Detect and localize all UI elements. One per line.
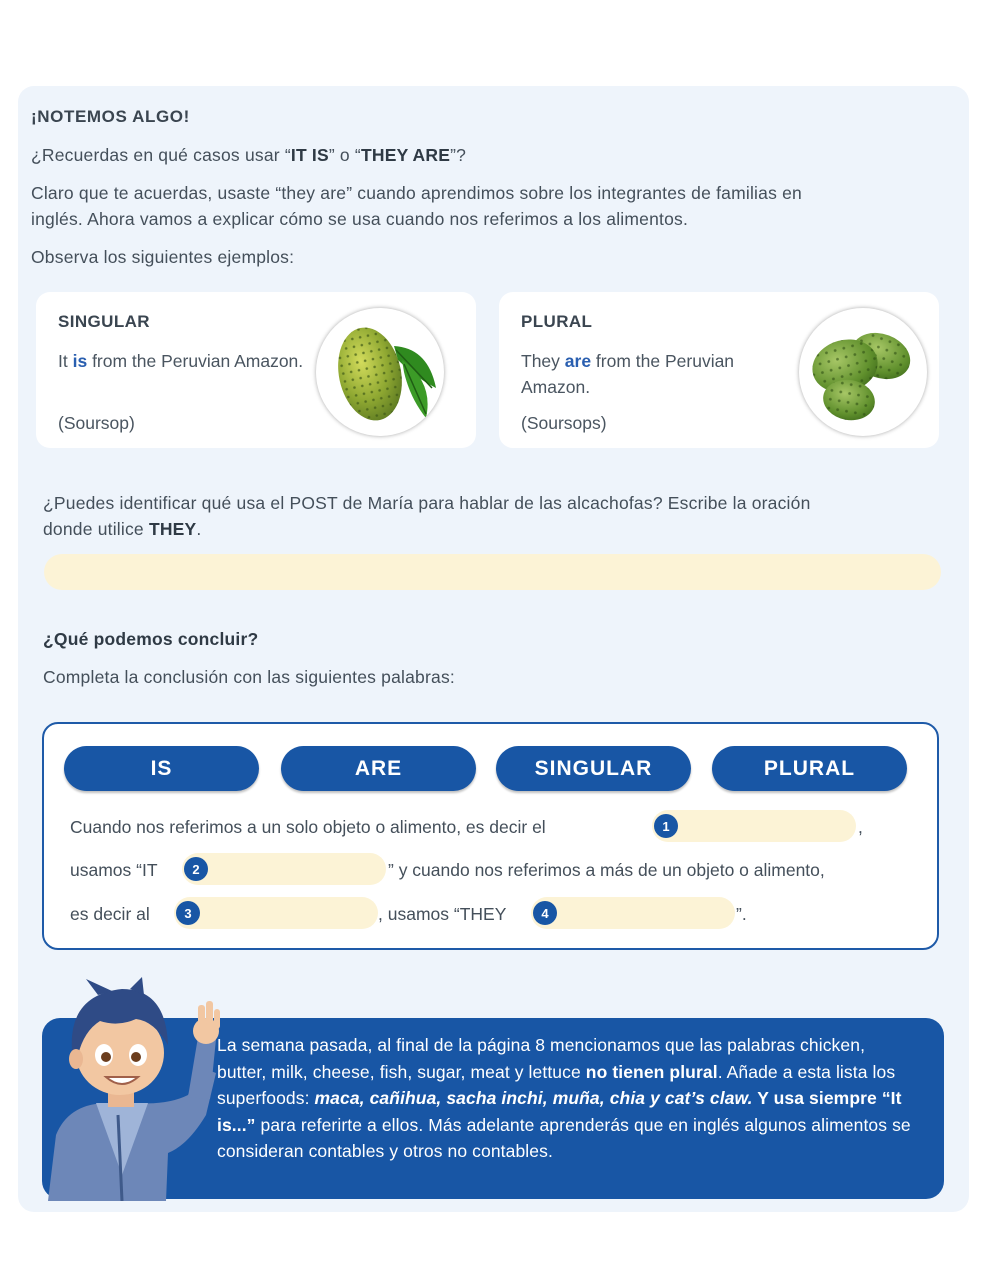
plural-example-card [499, 292, 939, 448]
plural-sentence: They are from the Peruvian Amazon. [521, 351, 735, 397]
intro-line-2: inglés. Ahora vamos a explicar cómo se usa cuando nos referimos a los alimentos. [31, 209, 689, 229]
blank-2-input[interactable] [182, 853, 386, 885]
sentence-line-1: Cuando nos referimos a un solo objeto o alimento, es decir el [70, 817, 546, 837]
singular-sentence: It is from the Peruvian Amazon. [58, 351, 304, 371]
sentence-line-2-after: ” y cuando nos referimos a más de un objeto o alimento, [388, 860, 825, 880]
soursop-image [316, 308, 444, 436]
word-singular-button[interactable]: SINGULAR [496, 746, 691, 791]
observe-line: Observa los siguientes ejemplos: [31, 247, 295, 267]
singular-note: (Soursop) [58, 413, 135, 433]
sentence-line-2: usamos “IT [70, 860, 158, 880]
section-heading: ¡NOTEMOS ALGO! [31, 107, 190, 126]
singular-title: SINGULAR [58, 312, 150, 331]
singular-example-card [36, 292, 476, 448]
conclude-heading: ¿Qué podemos concluir? [43, 629, 259, 649]
intro-line-1: Claro que te acuerdas, usaste “they are” cuando aprendimos sobre los integrantes de familias en [31, 183, 802, 203]
number-2-badge: 2 [184, 857, 208, 881]
plural-title: PLURAL [521, 312, 593, 331]
soursops-image [799, 308, 927, 436]
conclude-instruction: Completa la conclusión con las siguientes palabras: [43, 667, 455, 687]
word-plural-button[interactable]: PLURAL [712, 746, 907, 791]
sentence-line-3: es decir al [70, 904, 150, 924]
plural-note: (Soursops) [521, 413, 607, 433]
word-are-button[interactable]: ARE [281, 746, 476, 791]
sentence-line-3-mid: , usamos “THEY [378, 904, 507, 924]
boy-character-icon [38, 975, 224, 1201]
blank-3-input[interactable] [174, 897, 378, 929]
word-is-button[interactable]: IS [64, 746, 259, 791]
number-3-badge: 3 [176, 901, 200, 925]
number-4-badge: 4 [533, 901, 557, 925]
question-line-2: donde utilice THEY. [43, 519, 202, 539]
blank-4-input[interactable] [531, 897, 735, 929]
question-line-1: ¿Puedes identificar qué usa el POST de María para hablar de las alcachofas? Escribe la oración [43, 493, 811, 513]
they-sentence-answer-input[interactable] [44, 554, 941, 590]
tip-text: La semana pasada, al final de la página 8 mencionamos que las palabras chicken, butter, milk, cheese, fish, sugar, meat y lettuce no tienen plural. Añade a esta lista los superfoods: maca, cañihua, sacha inchi, muña, chia y cat’s claw. Y usa siempre “It is...” para referirte a ellos. Más adelante aprenderás que en inglés algunos alimentos se consideran contables y otros no contables. [217, 1035, 911, 1161]
question-it-is-they-are: ¿Recuerdas en qué casos usar “IT IS” o “THEY ARE”? [31, 145, 467, 165]
sentence-line-3-end: ”. [736, 904, 747, 924]
number-1-badge: 1 [654, 814, 678, 838]
sentence-comma: , [858, 817, 863, 837]
blank-1-input[interactable] [652, 810, 856, 842]
